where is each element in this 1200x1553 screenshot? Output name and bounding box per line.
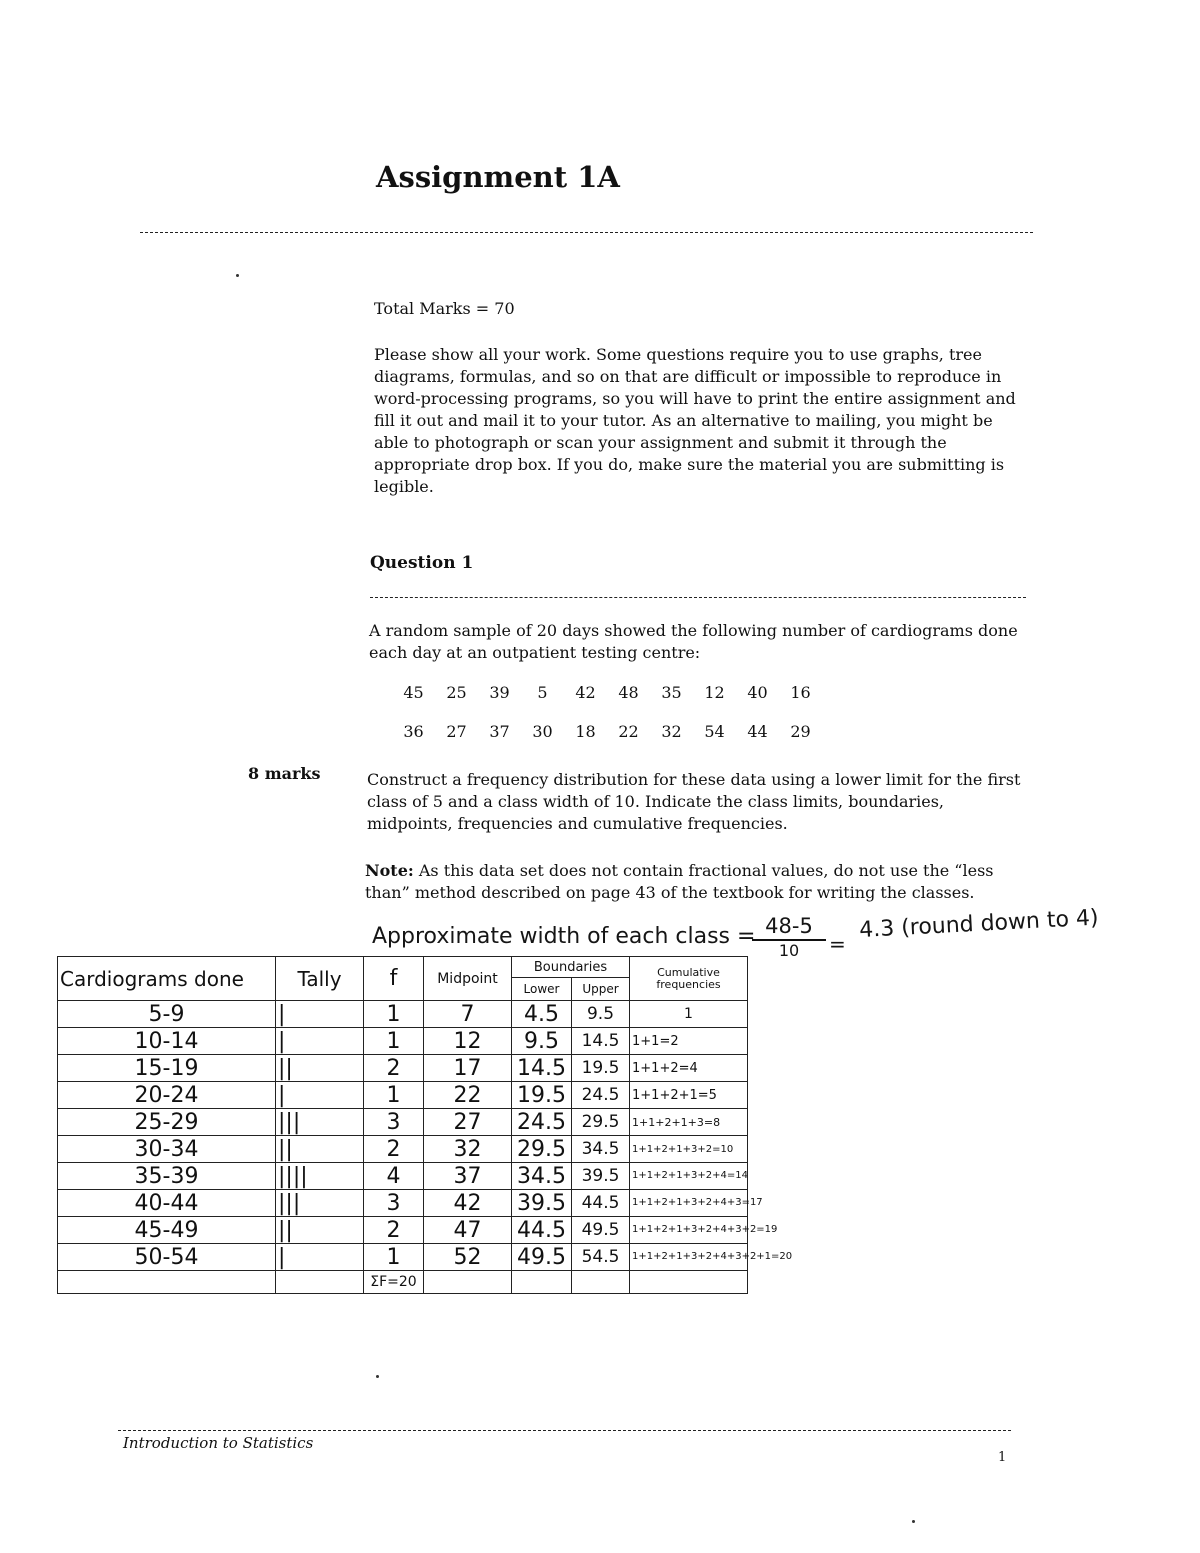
cumulative-frequency: 1+1+2+1+3+2+4=14 xyxy=(630,1163,748,1190)
midpoint: 42 xyxy=(424,1190,512,1217)
midpoint: 37 xyxy=(424,1163,512,1190)
upper-boundary: 54.5 xyxy=(572,1244,630,1271)
upper-boundary: 19.5 xyxy=(572,1055,630,1082)
class-limits: 40-44 xyxy=(58,1190,276,1217)
cumulative-frequency: 1+1+2=4 xyxy=(630,1055,748,1082)
tally: | xyxy=(276,1001,364,1028)
data-value: 36 xyxy=(403,722,424,741)
data-value: 48 xyxy=(618,683,639,702)
page-title: Assignment 1A xyxy=(376,160,620,194)
data-value: 12 xyxy=(704,683,725,702)
header-boundaries: Boundaries xyxy=(512,957,630,978)
tally: | xyxy=(276,1028,364,1055)
upper-boundary: 34.5 xyxy=(572,1136,630,1163)
table-row xyxy=(58,1055,748,1082)
midpoint: 7 xyxy=(424,1001,512,1028)
frequency: 1 xyxy=(364,1082,424,1109)
empty-cell xyxy=(58,1271,276,1294)
cumulative-frequency: 1 xyxy=(630,1001,748,1028)
upper-boundary: 9.5 xyxy=(572,1001,630,1028)
note-label: Note: xyxy=(365,861,414,880)
upper-boundary: 39.5 xyxy=(572,1163,630,1190)
question-heading: Question 1 xyxy=(370,553,474,573)
midpoint: 17 xyxy=(424,1055,512,1082)
midpoint: 12 xyxy=(424,1028,512,1055)
question-note xyxy=(365,860,1005,904)
fraction-denominator: 10 xyxy=(778,941,800,960)
tally: ||| xyxy=(276,1109,364,1136)
header-midpoint: Midpoint xyxy=(424,957,512,1001)
data-value: 29 xyxy=(790,722,811,741)
frequency: 4 xyxy=(364,1163,424,1190)
equals-sign: = xyxy=(829,932,846,956)
cumulative-frequency: 1+1=2 xyxy=(630,1028,748,1055)
data-value: 45 xyxy=(403,683,424,702)
data-value: 25 xyxy=(446,683,467,702)
data-value: 40 xyxy=(747,683,768,702)
tally: || xyxy=(276,1217,364,1244)
header-classes: Cardiograms done xyxy=(58,957,276,1001)
header-tally: Tally xyxy=(276,957,364,1001)
midpoint: 32 xyxy=(424,1136,512,1163)
header-cumulative: Cumulative frequencies xyxy=(630,957,748,1001)
approx-width-text: Approximate width of each class = xyxy=(372,924,756,949)
page-number: 1 xyxy=(998,1450,1007,1465)
class-limits: 35-39 xyxy=(58,1163,276,1190)
question-intro: A random sample of 20 days showed the following number of cardiograms done each day at an outpatient testing centre: xyxy=(369,621,1018,662)
table-row xyxy=(58,1082,748,1109)
table-row xyxy=(58,1109,748,1136)
data-value: 37 xyxy=(489,722,510,741)
cumulative-frequency: 1+1+2+1+3+2+4+3+2=19 xyxy=(630,1217,748,1244)
header-upper: Upper xyxy=(572,978,630,1001)
upper-boundary: 14.5 xyxy=(572,1028,630,1055)
tally: || xyxy=(276,1136,364,1163)
tally: |||| xyxy=(276,1163,364,1190)
question-rule xyxy=(370,597,1026,598)
frequency: 2 xyxy=(364,1136,424,1163)
midpoint: 27 xyxy=(424,1109,512,1136)
lower-boundary: 24.5 xyxy=(512,1109,572,1136)
empty-cell xyxy=(424,1271,512,1294)
frequency: 1 xyxy=(364,1001,424,1028)
upper-boundary: 29.5 xyxy=(572,1109,630,1136)
frequency: 3 xyxy=(364,1190,424,1217)
fraction-numerator: 48-5 xyxy=(752,914,826,941)
class-limits: 20-24 xyxy=(58,1082,276,1109)
data-value: 35 xyxy=(661,683,682,702)
upper-boundary: 24.5 xyxy=(572,1082,630,1109)
scan-speck xyxy=(376,1375,379,1378)
width-result: 4.3 (round down to 4) xyxy=(858,905,1100,943)
empty-cell xyxy=(276,1271,364,1294)
table-row xyxy=(58,1163,748,1190)
empty-cell xyxy=(512,1271,572,1294)
footer-course-title: Introduction to Statistics xyxy=(123,1434,314,1452)
frequency-total: ΣF=20 xyxy=(364,1271,424,1294)
data-value: 5 xyxy=(537,683,548,702)
table-total-row xyxy=(58,1271,748,1294)
class-limits: 10-14 xyxy=(58,1028,276,1055)
lower-boundary: 9.5 xyxy=(512,1028,572,1055)
cumulative-frequency: 1+1+2+1=5 xyxy=(630,1082,748,1109)
data-row-1 xyxy=(392,683,822,702)
lower-boundary: 14.5 xyxy=(512,1055,572,1082)
lower-boundary: 19.5 xyxy=(512,1082,572,1109)
tally: | xyxy=(276,1082,364,1109)
footer-rule xyxy=(118,1430,1011,1431)
lower-boundary: 34.5 xyxy=(512,1163,572,1190)
cumulative-frequency: 1+1+2+1+3+2=10 xyxy=(630,1136,748,1163)
cumulative-frequency: 1+1+2+1+3=8 xyxy=(630,1109,748,1136)
title-rule xyxy=(140,232,1033,233)
question-task: Construct a frequency distribution for these data using a lower limit for the first class of 5 and a class width of 10. Indicate the class limits, boundaries, midpoints, frequencies and cumulative frequencies. xyxy=(367,770,1021,833)
table-row xyxy=(58,1244,748,1271)
data-row-2 xyxy=(392,722,822,741)
table-row xyxy=(58,1028,748,1055)
lower-boundary: 29.5 xyxy=(512,1136,572,1163)
table-row xyxy=(58,1217,748,1244)
lower-boundary: 44.5 xyxy=(512,1217,572,1244)
scan-speck xyxy=(236,274,239,277)
class-limits: 25-29 xyxy=(58,1109,276,1136)
lower-boundary: 4.5 xyxy=(512,1001,572,1028)
data-value: 22 xyxy=(618,722,639,741)
midpoint: 52 xyxy=(424,1244,512,1271)
data-value: 44 xyxy=(747,722,768,741)
scan-speck xyxy=(912,1520,915,1523)
empty-cell xyxy=(630,1271,748,1294)
frequency: 1 xyxy=(364,1244,424,1271)
tally: ||| xyxy=(276,1190,364,1217)
table-row xyxy=(58,1001,748,1028)
midpoint: 47 xyxy=(424,1217,512,1244)
header-frequency: f xyxy=(364,957,424,1001)
lower-boundary: 49.5 xyxy=(512,1244,572,1271)
cumulative-frequency: 1+1+2+1+3+2+4+3=17 xyxy=(630,1190,748,1217)
width-fraction xyxy=(752,914,826,960)
frequency: 2 xyxy=(364,1217,424,1244)
cumulative-frequency: 1+1+2+1+3+2+4+3+2+1=20 xyxy=(630,1244,748,1271)
data-value: 42 xyxy=(575,683,596,702)
midpoint: 22 xyxy=(424,1082,512,1109)
data-value: 39 xyxy=(489,683,510,702)
data-value: 32 xyxy=(661,722,682,741)
marks-label: 8 marks xyxy=(248,764,321,783)
class-limits: 50-54 xyxy=(58,1244,276,1271)
lower-boundary: 39.5 xyxy=(512,1190,572,1217)
total-marks: Total Marks = 70 xyxy=(374,299,515,318)
data-value: 16 xyxy=(790,683,811,702)
class-limits: 5-9 xyxy=(58,1001,276,1028)
tally: | xyxy=(276,1244,364,1271)
class-limits: 45-49 xyxy=(58,1217,276,1244)
data-value: 27 xyxy=(446,722,467,741)
header-lower: Lower xyxy=(512,978,572,1001)
class-limits: 30-34 xyxy=(58,1136,276,1163)
tally: || xyxy=(276,1055,364,1082)
frequency: 1 xyxy=(364,1028,424,1055)
data-value: 54 xyxy=(704,722,725,741)
class-limits: 15-19 xyxy=(58,1055,276,1082)
data-value: 30 xyxy=(532,722,553,741)
frequency: 3 xyxy=(364,1109,424,1136)
note-text: As this data set does not contain fractional values, do not use the “less than” method described on page 43 of the textbook for writing the classes. xyxy=(365,861,994,902)
frequency: 2 xyxy=(364,1055,424,1082)
table-row xyxy=(58,1190,748,1217)
upper-boundary: 49.5 xyxy=(572,1217,630,1244)
instructions-paragraph: Please show all your work. Some questions require you to use graphs, tree diagrams, formulas, and so on that are difficult or impossible to reproduce in word-processing programs, so you will have to print the entire assignment and fill it out and mail it to your tutor. As an alternative to mailing, you might be able to photograph or scan your assignment and submit it through the appropriate drop box. If you do, make sure the material you are submitting is legible. xyxy=(374,345,1016,496)
data-value: 18 xyxy=(575,722,596,741)
empty-cell xyxy=(572,1271,630,1294)
frequency-table xyxy=(57,956,793,1294)
upper-boundary: 44.5 xyxy=(572,1190,630,1217)
table-row xyxy=(58,1136,748,1163)
